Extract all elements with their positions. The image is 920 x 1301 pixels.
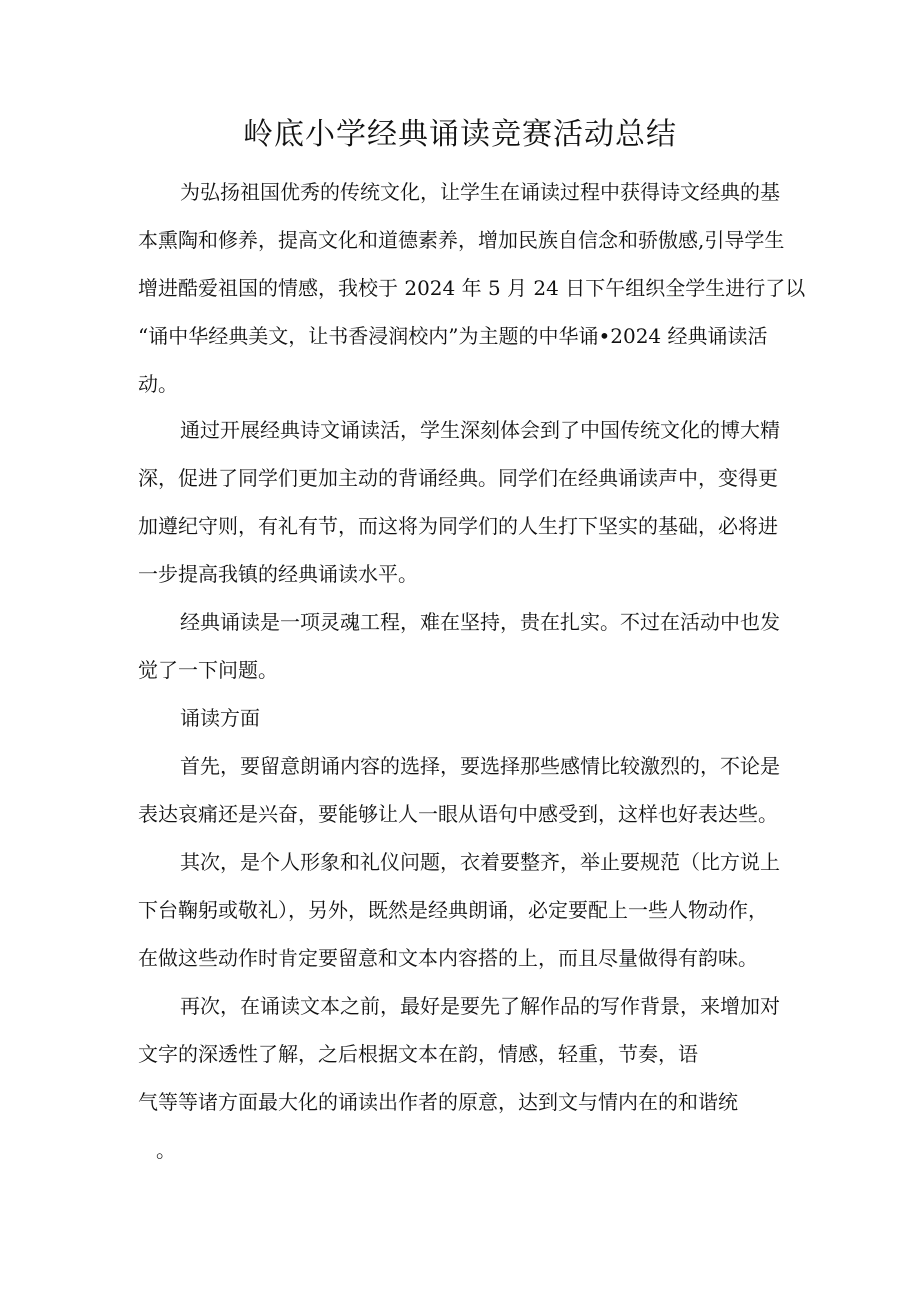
- document-title: 岭底小学经典诵读竞赛活动总结: [243, 117, 677, 152]
- paragraph-2: [138, 406, 790, 598]
- text-line: 下台鞠躬或敬礼），另外，既然是经典朗诵，必定要配上一些人物动作，: [138, 898, 768, 922]
- text-line: 通过开展经典诗文诵读活，学生深刻体会到了中国传统文化的博大精: [180, 418, 780, 442]
- paragraph-3: [138, 598, 790, 694]
- text-line: 动。: [138, 372, 178, 396]
- text-line: 再次，在诵读文本之前，最好是要先了解作品的写作背景，来增加对: [180, 994, 780, 1018]
- paragraph-4: [138, 742, 790, 838]
- text-line: “诵中华经典美文，让书香浸润校内”为主题的中华诵•2024 经典诵读活: [138, 324, 768, 348]
- document-body: [138, 168, 806, 1174]
- text-line: 其次，是个人形象和礼仪问题，衣着要整齐，举止要规范（比方说上: [180, 850, 780, 874]
- text-line: 加遵纪守则，有礼有节，而这将为同学们的人生打下坚实的基础，必将进: [138, 514, 778, 538]
- text-line: 经典诵读是一项灵魂工程，难在坚持，贵在扎实。不过在活动中也发: [180, 610, 780, 634]
- text-line: 首先，要留意朗诵内容的选择，要选择那些感情比较激烈的，不论是: [180, 754, 780, 778]
- text-line: 气等等诸方面最大化的诵读出作者的原意，达到文与情内在的和谐统: [138, 1090, 738, 1114]
- text-line: 在做这些动作时肯定要留意和文本内容搭的上，而且尽量做得有韵味。: [138, 946, 758, 970]
- text-line: 表达哀痛还是兴奋，要能够让人一眼从语句中感受到，这样也好表达些。: [138, 802, 778, 826]
- text-line: 文字的深透性了解，之后根据文本在韵，情感，轻重，节奏，语: [138, 1042, 698, 1066]
- section-heading: [138, 694, 790, 742]
- text-line: 一步提高我镇的经典诵读水平。: [138, 562, 418, 586]
- text-line: 深，促进了同学们更加主动的背诵经典。同学们在经典诵读声中，变得更: [138, 466, 778, 490]
- paragraph-6: [138, 982, 790, 1174]
- paragraph-1: [138, 168, 806, 408]
- section-heading-text: 诵读方面: [180, 706, 260, 730]
- text-line: 为弘扬祖国优秀的传统文化，让学生在诵读过程中获得诗文经典的基: [180, 180, 780, 204]
- trailing-punctuation: 。: [156, 1138, 176, 1162]
- paragraph-5: [138, 838, 790, 982]
- text-line: 本熏陶和修养，提高文化和道德素养，增加民族自信念和骄傲感,引导学生: [138, 228, 785, 252]
- text-line: 觉了一下问题。: [138, 658, 278, 682]
- text-line: 增进酷爱祖国的情感，我校于 2024 年 5 月 24 日下午组织全学生进行了以: [138, 276, 806, 300]
